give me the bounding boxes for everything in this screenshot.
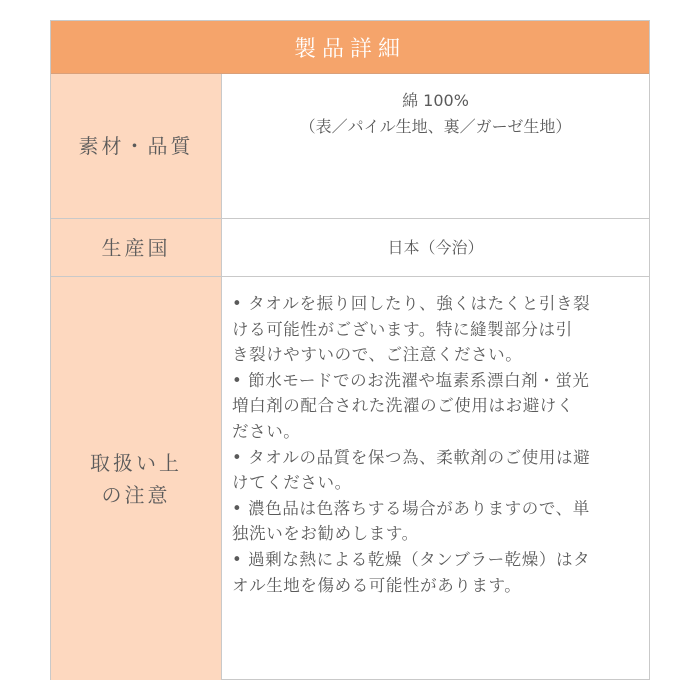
row-value	[222, 74, 649, 218]
row-value: 日本（今治）	[387, 237, 484, 257]
product-details-table	[50, 20, 650, 680]
care-note-line: ける可能性がございます。特に縫製部分は引	[232, 319, 573, 339]
table-title: 製品詳細	[51, 21, 649, 74]
care-note-line: 独洗いをお勧めします。	[232, 524, 419, 544]
care-note-line: • 濃色品は色落ちする場合がありますので、単	[232, 498, 590, 518]
row-label	[51, 277, 222, 680]
table-row-origin	[51, 219, 649, 277]
care-note-line: • タオルの品質を保つ為、柔軟剤のご使用は避	[232, 447, 591, 467]
care-note-line: • 節水モードでのお洗濯や塩素系漂白剤・蛍光	[232, 370, 590, 390]
care-note-line: • 過剰な熱による乾燥（タンブラー乾燥）はタ	[232, 549, 591, 569]
table-row-material	[51, 74, 649, 219]
care-note-line: オル生地を傷める可能性があります。	[232, 575, 522, 595]
care-note-line: けてください。	[232, 473, 352, 493]
label-line: 取扱い上	[90, 450, 182, 475]
table-row-care	[51, 277, 649, 680]
row-label: 生産国	[51, 219, 222, 276]
care-note-line: 増白剤の配合された洗濯のご使用はお避けく	[232, 396, 574, 416]
label-line: の注意	[101, 482, 171, 507]
care-notes	[222, 277, 649, 680]
row-label: 素材・品質	[51, 74, 222, 218]
care-note-line: • タオルを振り回したり、強くはたくと引き裂	[232, 294, 591, 313]
value-line: 綿 100%	[402, 91, 469, 110]
care-note-line: ださい。	[232, 421, 301, 441]
value-line: （表／パイル生地、裏／ガーゼ生地）	[299, 117, 572, 136]
care-note-line: き裂けやすいので、ご注意ください。	[232, 345, 523, 365]
